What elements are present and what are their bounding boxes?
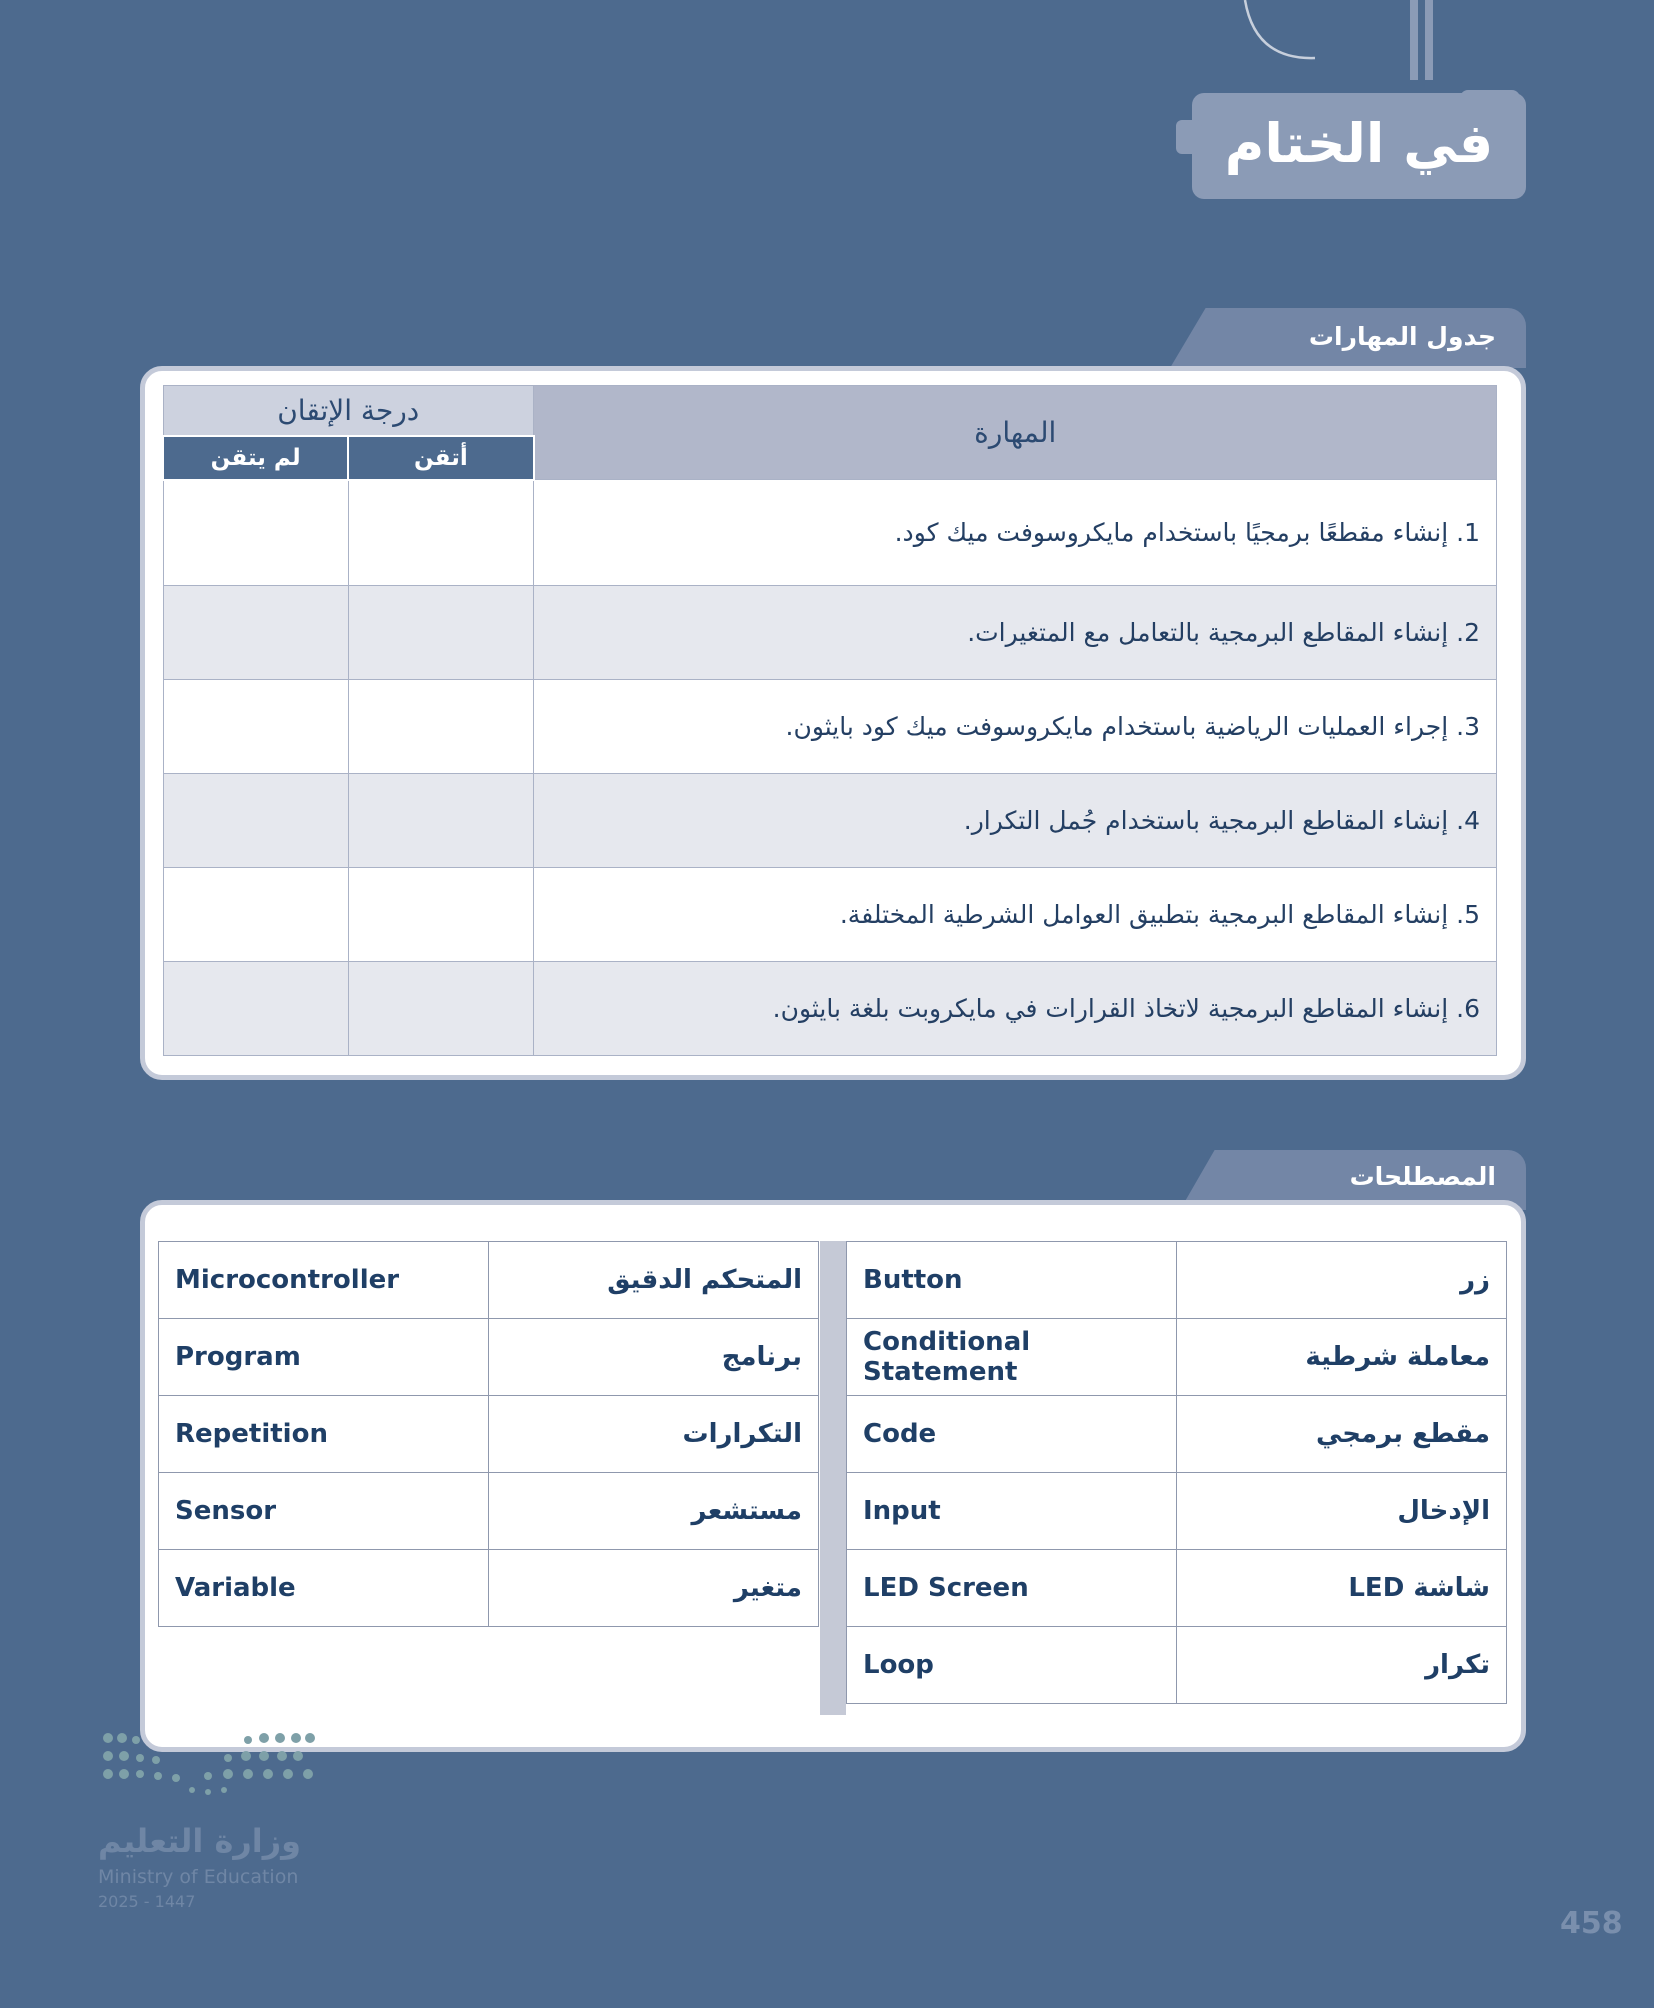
term-arabic: مقطع برمجي (1177, 1396, 1507, 1473)
ministry-name-arabic: وزارة التعليم (98, 1822, 302, 1860)
term-row (847, 1550, 1507, 1627)
skill-row (163, 480, 1497, 586)
term-row (159, 1473, 819, 1550)
term-row (847, 1473, 1507, 1550)
skills-section-title: جدول المهارات (1308, 322, 1496, 351)
not-mastered-cell[interactable] (163, 774, 348, 868)
mastered-column-header: أتقن (348, 436, 533, 480)
skill-row (163, 962, 1497, 1056)
term-english: Microcontroller (159, 1242, 489, 1319)
term-arabic: برنامج (489, 1319, 819, 1396)
term-row (159, 1242, 819, 1319)
term-arabic: معاملة شرطية (1177, 1319, 1507, 1396)
mastered-cell[interactable] (348, 868, 533, 962)
term-row (847, 1396, 1507, 1473)
skills-table (162, 385, 1497, 1056)
terms-table-left (158, 1241, 819, 1627)
term-row (847, 1627, 1507, 1704)
term-row (159, 1550, 819, 1627)
ministry-name-english: Ministry of Education (98, 1866, 299, 1888)
skill-row (163, 774, 1497, 868)
skill-column-header: المهارة (534, 386, 1497, 480)
term-arabic: تكرار (1177, 1627, 1507, 1704)
term-english: LED Screen (847, 1550, 1177, 1627)
term-english: Code (847, 1396, 1177, 1473)
mastered-cell[interactable] (348, 774, 533, 868)
term-english: Variable (159, 1550, 489, 1627)
skill-text: 6. إنشاء المقاطع البرمجية لاتخاذ القرارات في مايكروبت بلغة بايثون. (534, 962, 1497, 1056)
term-arabic: شاشة LED (1177, 1550, 1507, 1627)
term-arabic: زر (1177, 1242, 1507, 1319)
not-mastered-column-header: لم يتقن (163, 436, 348, 480)
not-mastered-cell[interactable] (163, 868, 348, 962)
skill-row (163, 868, 1497, 962)
term-row (159, 1319, 819, 1396)
not-mastered-cell[interactable] (163, 680, 348, 774)
mastered-cell[interactable] (348, 480, 533, 586)
mastered-cell[interactable] (348, 680, 533, 774)
hanging-rope-decoration (1240, 0, 1440, 100)
page-number: 458 (1560, 1906, 1623, 1941)
term-english: Sensor (159, 1473, 489, 1550)
term-arabic: الإدخال (1177, 1473, 1507, 1550)
skill-text: 2. إنشاء المقاطع البرمجية بالتعامل مع المتغيرات. (534, 586, 1497, 680)
skill-row (163, 586, 1497, 680)
not-mastered-cell[interactable] (163, 586, 348, 680)
terms-divider (820, 1241, 846, 1715)
term-english: Input (847, 1473, 1177, 1550)
term-row (159, 1396, 819, 1473)
term-row (847, 1319, 1507, 1396)
mastered-cell[interactable] (348, 586, 533, 680)
mastered-cell[interactable] (348, 962, 533, 1056)
not-mastered-cell[interactable] (163, 962, 348, 1056)
skill-text: 3. إجراء العمليات الرياضية باستخدام مايكروسوفت ميك كود بايثون. (534, 680, 1497, 774)
term-english: Repetition (159, 1396, 489, 1473)
mastery-column-header: درجة الإتقان (163, 386, 534, 436)
skill-text: 5. إنشاء المقاطع البرمجية بتطبيق العوامل الشرطية المختلفة. (534, 868, 1497, 962)
term-english: Program (159, 1319, 489, 1396)
term-english: Conditional Statement (847, 1319, 1177, 1396)
terms-section-title: المصطلحات (1349, 1162, 1496, 1191)
term-arabic: متغير (489, 1550, 819, 1627)
term-arabic: التكرارات (489, 1396, 819, 1473)
page-title: في الختام (1224, 111, 1494, 175)
ministry-logo-icon (98, 1728, 318, 1828)
ministry-year: 2025 - 1447 (98, 1892, 196, 1911)
term-row (847, 1242, 1507, 1319)
skill-text: 1. إنشاء مقطعًا برمجيًا باستخدام مايكروسوفت ميك كود. (534, 480, 1497, 586)
skill-row (163, 680, 1497, 774)
skill-text: 4. إنشاء المقاطع البرمجية باستخدام جُمل التكرار. (534, 774, 1497, 868)
term-arabic: مستشعر (489, 1473, 819, 1550)
term-english: Loop (847, 1627, 1177, 1704)
term-arabic: المتحكم الدقيق (489, 1242, 819, 1319)
not-mastered-cell[interactable] (163, 480, 348, 586)
term-english: Button (847, 1242, 1177, 1319)
terms-table-right (846, 1241, 1507, 1704)
